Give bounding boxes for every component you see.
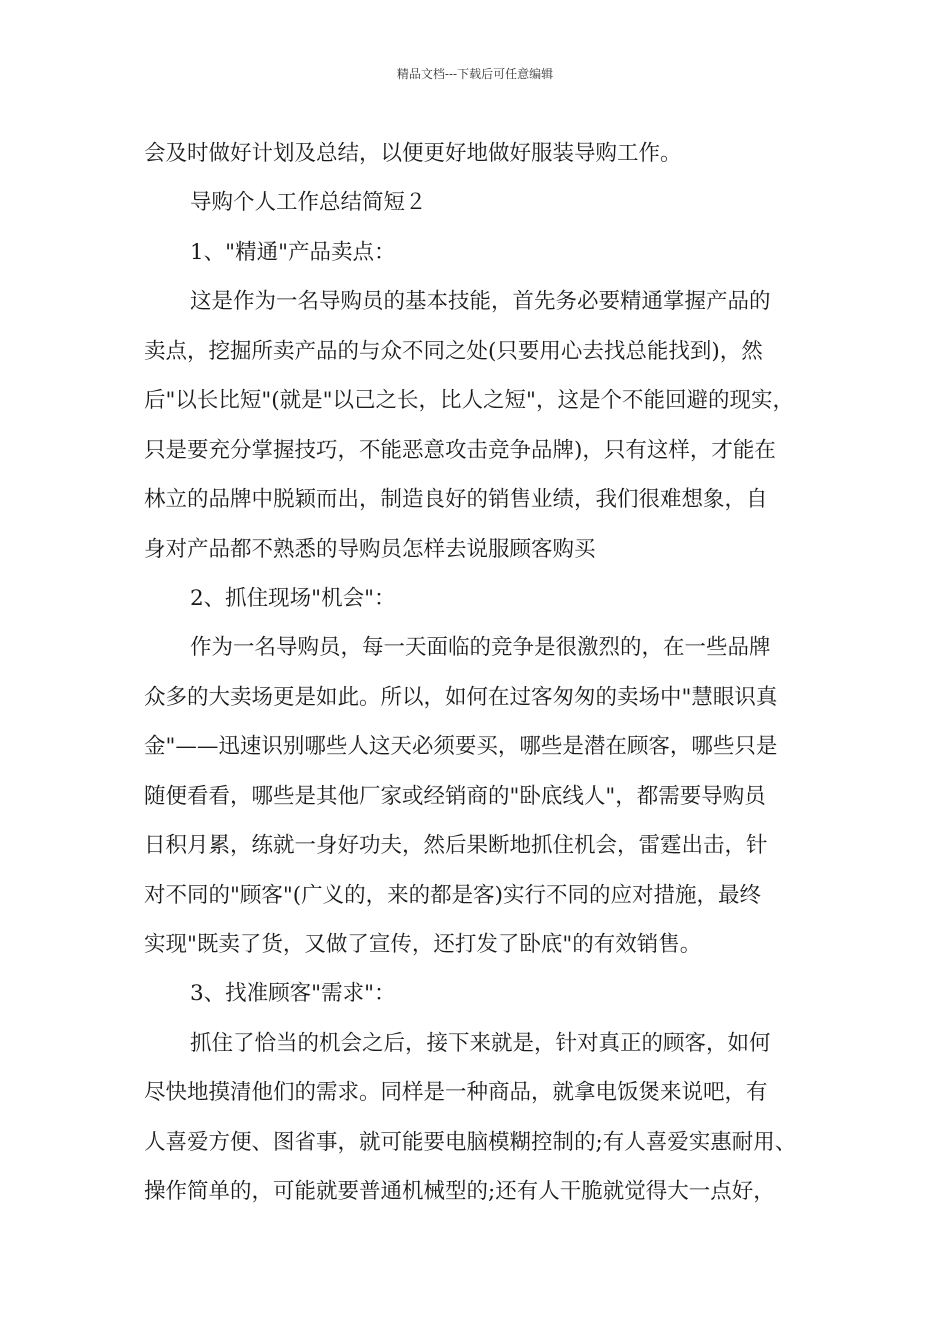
text-line: 实现"既卖了货，又做了宣传，还打发了卧底"的有效销售。 <box>144 932 702 957</box>
text-line: 操作简单的，可能就要普通机械型的;还有人干脆就觉得大一点好， <box>144 1179 775 1205</box>
text-line: 只是要充分掌握技巧，不能恶意攻击竞争品牌)，只有这样，才能在 <box>144 437 776 463</box>
text-line: 抓住了恰当的机会之后，接下来就是，针对真正的顾客，如何 <box>190 1030 771 1056</box>
text-line: 林立的品牌中脱颖而出，制造良好的销售业绩，我们很难想象，自 <box>144 487 768 513</box>
text-line: 尽快地摸清他们的需求。同样是一种商品，就拿电饭煲来说吧，有 <box>144 1080 768 1106</box>
text-line: 金"——迅速识别哪些人这天必须要买，哪些是潜在顾客，哪些只是 <box>144 734 778 760</box>
document-body <box>144 129 824 1217</box>
text-line: 众多的大卖场更是如此。所以，如何在过客匆匆的卖场中"慧眼识真 <box>144 684 778 710</box>
text-line: 会及时做好计划及总结，以便更好地做好服装导购工作。 <box>144 141 682 166</box>
text-line: 1、"精通"产品卖点： <box>190 239 396 265</box>
text-line: 人喜爱方便、图省事，就可能要电脑模糊控制的;有人喜爱实惠耐用、 <box>144 1129 797 1155</box>
text-line: 3、找准顾客"需求"： <box>190 981 396 1007</box>
text-line: 导购个人工作总结简短２ <box>190 190 427 216</box>
text-line: 对不同的"顾客"(广义的，来的都是客)实行不同的应对措施，最终 <box>144 882 762 908</box>
text-line: 2、抓住现场"机会"： <box>190 585 396 611</box>
text-line: 卖点，挖掘所卖产品的与众不同之处(只要用心去找总能找到)，然 <box>144 338 763 364</box>
text-line: 这是作为一名导购员的基本技能，首先务必要精通掌握产品的 <box>190 289 771 315</box>
text-line: 后"以长比短"(就是"以己之长，比人之短"，这是个不能回避的现实， <box>144 388 794 414</box>
text-line: 身对产品都不熟悉的导购员怎样去说服顾客购买 <box>144 536 596 562</box>
page-header: 精品文档---下载后可任意编辑 <box>396 67 554 81</box>
text-line: 随便看看，哪些是其他厂家或经销商的"卧底线人"，都需要导购员 <box>144 783 766 809</box>
text-line: 日积月累，练就一身好功夫，然后果断地抓住机会，雷霆出击，针 <box>144 833 768 859</box>
text-line: 作为一名导购员，每一天面临的竞争是很激烈的，在一些品牌 <box>190 635 771 661</box>
